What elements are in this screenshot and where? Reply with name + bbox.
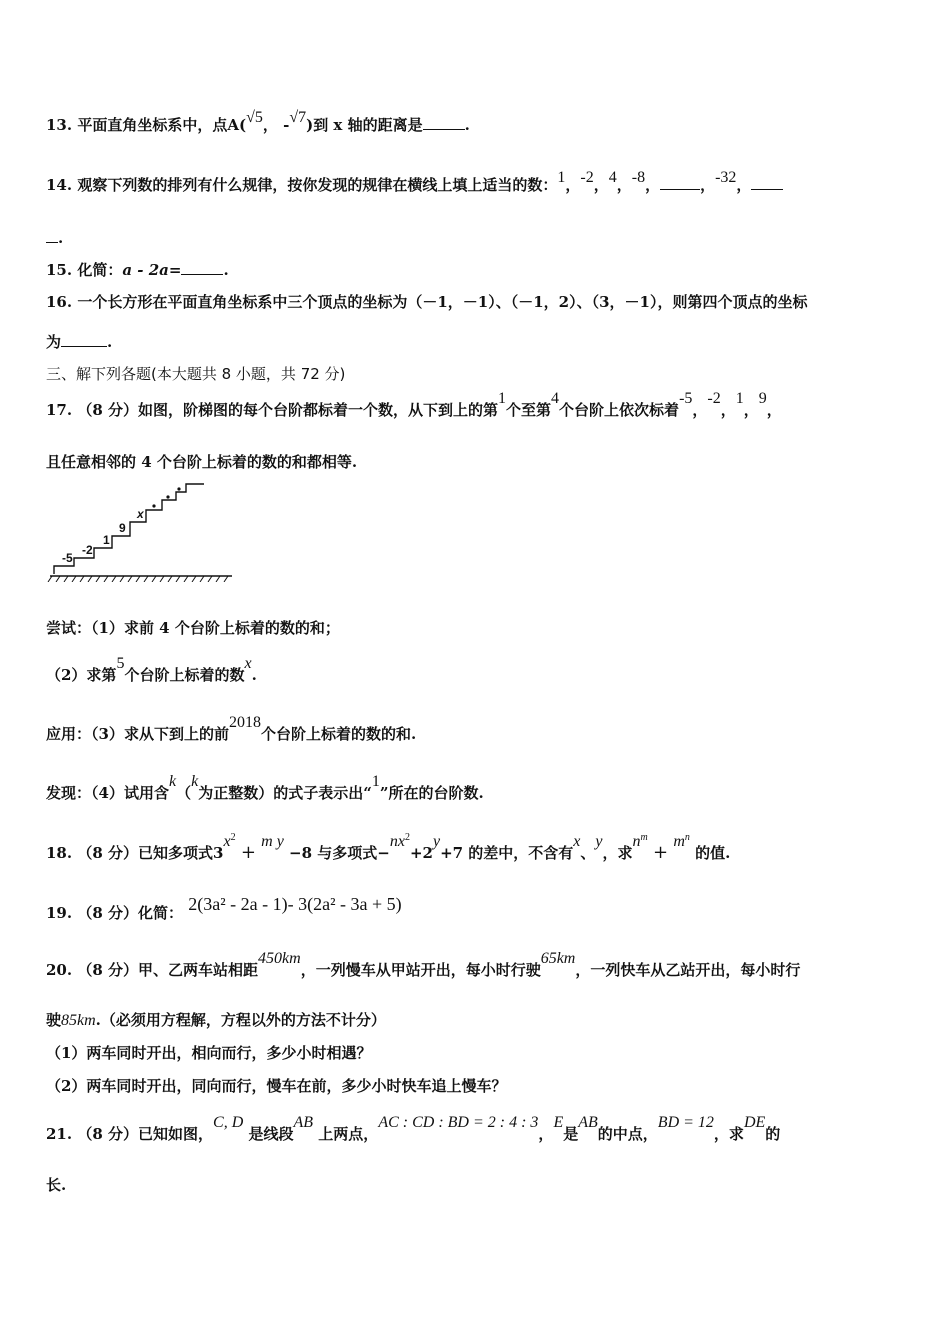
q18-score: （8 分） [77, 844, 139, 862]
q15-end: . [223, 261, 229, 279]
q17-n4: 4 [551, 390, 560, 407]
q14-blank-1[interactable] [660, 175, 700, 190]
q18-text5: ，求 [602, 844, 633, 862]
q20-sub-1: （1）两车同时开出，相向而行，多少小时相遇？ [46, 1044, 372, 1062]
q18-sep: 、 [580, 844, 596, 862]
q16-number: 16. [46, 293, 73, 311]
q21-text4: ， [538, 1125, 554, 1143]
ground-hatching [48, 576, 228, 582]
q14-blank-2[interactable] [751, 175, 783, 190]
q19-expression: 2(3a² - 2a - 1)- 3(2a² - 3a + 5) [188, 894, 402, 914]
q18-plus: + [240, 842, 256, 863]
q20-sub-2: （2）两车同时开出，同向而行，慢车在前，多少小时快车追上慢车？ [46, 1077, 507, 1095]
q17-number: 17. [46, 401, 73, 419]
q18-y: y [432, 833, 441, 850]
q21-segment2: AB [578, 1114, 598, 1131]
stair-label: 1 [103, 533, 110, 547]
stair-value: 9 [758, 390, 767, 407]
q17-condition: 且任意相邻的 4 个台阶上标着的数的和都相等. [46, 453, 358, 471]
q17-disc-one: 1 [371, 773, 380, 790]
q18-m: m [673, 833, 685, 850]
q13-root5: √5 [246, 109, 263, 126]
q13-text2: )到 x 轴的距离是 [306, 116, 423, 134]
q21-text2: 是线段 [248, 1125, 294, 1143]
q17-text2: 个至第 [506, 401, 552, 419]
q18-text3: +2 [409, 844, 433, 862]
q18-var-x: x [573, 833, 581, 850]
q17-try2-text2: 个台阶上标着的数 [124, 666, 245, 684]
q21-text7: ，求 [713, 1125, 744, 1143]
q21-score: （8 分） [77, 1125, 139, 1143]
q17-try2-text: （2）求第 [46, 666, 117, 684]
q17-disc-text3: ”所在的台阶数. [379, 784, 484, 802]
q20-text5: .（必须用方程解，方程以外的方法不计分） [95, 1011, 386, 1029]
seq-item: -2 [580, 169, 594, 186]
q13-end: . [464, 116, 470, 134]
q17-try2-x: x [244, 655, 252, 672]
q21-text6: 的中点， [597, 1125, 658, 1143]
q21-points: C, D [213, 1114, 244, 1131]
q18-m-exp: n [684, 832, 690, 843]
q18-nx-exp: 2 [404, 832, 410, 843]
question-21 [46, 1114, 781, 1145]
q18-n-exp: m [640, 832, 648, 843]
q18-text2: −8 与多项式− [289, 844, 390, 862]
q21-segment: AB [293, 1114, 314, 1131]
q17-text: 如图，阶梯图的每个台阶都标着一个数，从下到上的第 [138, 401, 499, 419]
question-14: 14. 观察下列数的排列有什么规律，按你发现的规律在横线上填上适当的数：1，-2，4，-8， ，-32， [46, 175, 783, 196]
question-15 [46, 260, 229, 280]
q15-answer-blank[interactable] [181, 260, 223, 275]
question-19 [46, 894, 402, 923]
q16-continuation [46, 332, 112, 352]
q20-text: 甲、乙两车站相距 [138, 961, 259, 979]
seq-item: 4 [608, 169, 617, 186]
q17-apply-text: 应用：（3）求从下到上的前 [46, 725, 229, 743]
q16-text2: 为 [46, 333, 62, 351]
stair-value: -2 [707, 390, 721, 407]
section-heading: 三、解下列各题(本大题共 8 小题，共 72 分) [46, 365, 346, 383]
q20-number: 20. [46, 961, 73, 979]
q18-exp: 2 [230, 832, 236, 843]
question-17: 17. （8 分）如图，阶梯图的每个台阶都标着一个数，从下到上的第1个至第4个台阶上依次标着-5，-2，1，9， [46, 390, 782, 419]
q21-text: 已知如图， [138, 1125, 214, 1143]
q17-disc-text2: 为正整数）的式子表示出“ [198, 784, 372, 802]
q13-text: 平面直角坐标系中，点A( [77, 116, 247, 134]
q18-text6: 的值. [695, 844, 731, 862]
q17-disc-k2: k [191, 773, 199, 790]
q21-number: 21. [46, 1125, 73, 1143]
q17-disc-paren: （ [176, 784, 192, 802]
q17-try-1: 尝试：（1）求前 4 个台阶上标着的数的和； [46, 619, 340, 637]
q20-text4: 驶 [46, 1011, 62, 1029]
q17-try-2 [46, 655, 257, 686]
q17-try2-end: . [251, 666, 257, 684]
q14-end: . [58, 229, 64, 247]
q17-apply [46, 714, 417, 745]
q17-disc-text: 发现：（4）试用含 [46, 784, 169, 802]
question-20 [46, 950, 801, 981]
q16-answer-blank[interactable] [61, 332, 107, 347]
seq-item: -32 [715, 169, 737, 186]
question-18 [46, 832, 731, 866]
q17-apply-n: 2018 [228, 714, 261, 731]
q21-bd: BD = 12 [657, 1114, 714, 1131]
q18-var-y: y [595, 833, 603, 850]
q20-distance: 450km [258, 950, 301, 967]
q18-text: 已知多项式3 [138, 844, 224, 862]
q14-blank-2-tail[interactable] [46, 228, 58, 243]
q18-plus2: + [653, 842, 669, 863]
stair-label: -2 [82, 543, 93, 557]
question-16 [46, 292, 807, 312]
q17-disc-k: k [168, 773, 177, 790]
q20-speed-slow: 65km [540, 950, 576, 967]
q13-number: 13. [46, 116, 73, 134]
q17-apply-text2: 个台阶上标着的数的和. [260, 725, 417, 743]
question-13 [46, 109, 470, 136]
q21-continuation: 长. [46, 1176, 67, 1194]
q16-end: . [107, 333, 113, 351]
q17-n1: 1 [498, 390, 507, 407]
q17-discover [46, 773, 484, 804]
q15-number: 15. [46, 261, 73, 279]
q18-x: x [223, 833, 231, 850]
stair-value: 1 [735, 390, 744, 407]
stair-value: -5 [679, 390, 693, 407]
stair-label: x [137, 507, 144, 521]
q20-continuation [46, 1010, 386, 1031]
seq-item: -8 [631, 169, 646, 186]
stair-label: 9 [119, 521, 126, 535]
q18-n: n [632, 833, 641, 850]
q19-text: 化简： [138, 904, 184, 922]
q17-try2-n: 5 [116, 655, 125, 672]
seq-item: 1 [557, 169, 566, 186]
q18-my: m y [261, 833, 284, 850]
q21-text5: 是 [563, 1125, 579, 1143]
q18-number: 18. [46, 844, 73, 862]
stair-label: -5 [62, 551, 73, 565]
q18-nx: nx [389, 833, 405, 850]
q18-text4: +7 的差中，不含有 [440, 844, 574, 862]
q21-ratio: AC : CD : BD = 2 : 4 : 3 [378, 1114, 539, 1131]
q14-number: 14. [46, 176, 73, 194]
q21-text3: 上两点， [318, 1125, 379, 1143]
stair-outline [54, 484, 204, 574]
q13-answer-blank[interactable] [423, 115, 465, 130]
q17-text3: 个台阶上依次标着 [559, 401, 680, 419]
q20-speed-fast: 85km [61, 1012, 96, 1029]
q19-number: 19. [46, 904, 73, 922]
q19-score: （8 分） [77, 904, 139, 922]
q20-text3: ，一列快车从乙站开出，每小时行 [575, 961, 801, 979]
staircase-figure [46, 478, 246, 582]
q16-text: 一个长方形在平面直角坐标系中三个顶点的坐标为（－1，－1）、（－1，2）、（3，－1），则第四个顶点的坐标 [77, 293, 808, 311]
q17-score: （8 分） [77, 401, 139, 419]
q15-expression: a - 2a= [122, 261, 182, 279]
q21-de: DE [743, 1114, 766, 1131]
q14-continuation [46, 228, 63, 248]
q13-root7: √7 [289, 109, 307, 126]
q20-score: （8 分） [77, 961, 139, 979]
q15-text: 化简： [77, 261, 123, 279]
q21-e: E [553, 1114, 564, 1131]
q20-text2: ，一列慢车从甲站开出，每小时行驶 [300, 961, 541, 979]
q14-text: 观察下列数的排列有什么规律，按你发现的规律在横线上填上适当的数： [77, 176, 558, 194]
q13-sep: ， - [262, 116, 290, 134]
q21-text8: 的 [765, 1125, 781, 1143]
